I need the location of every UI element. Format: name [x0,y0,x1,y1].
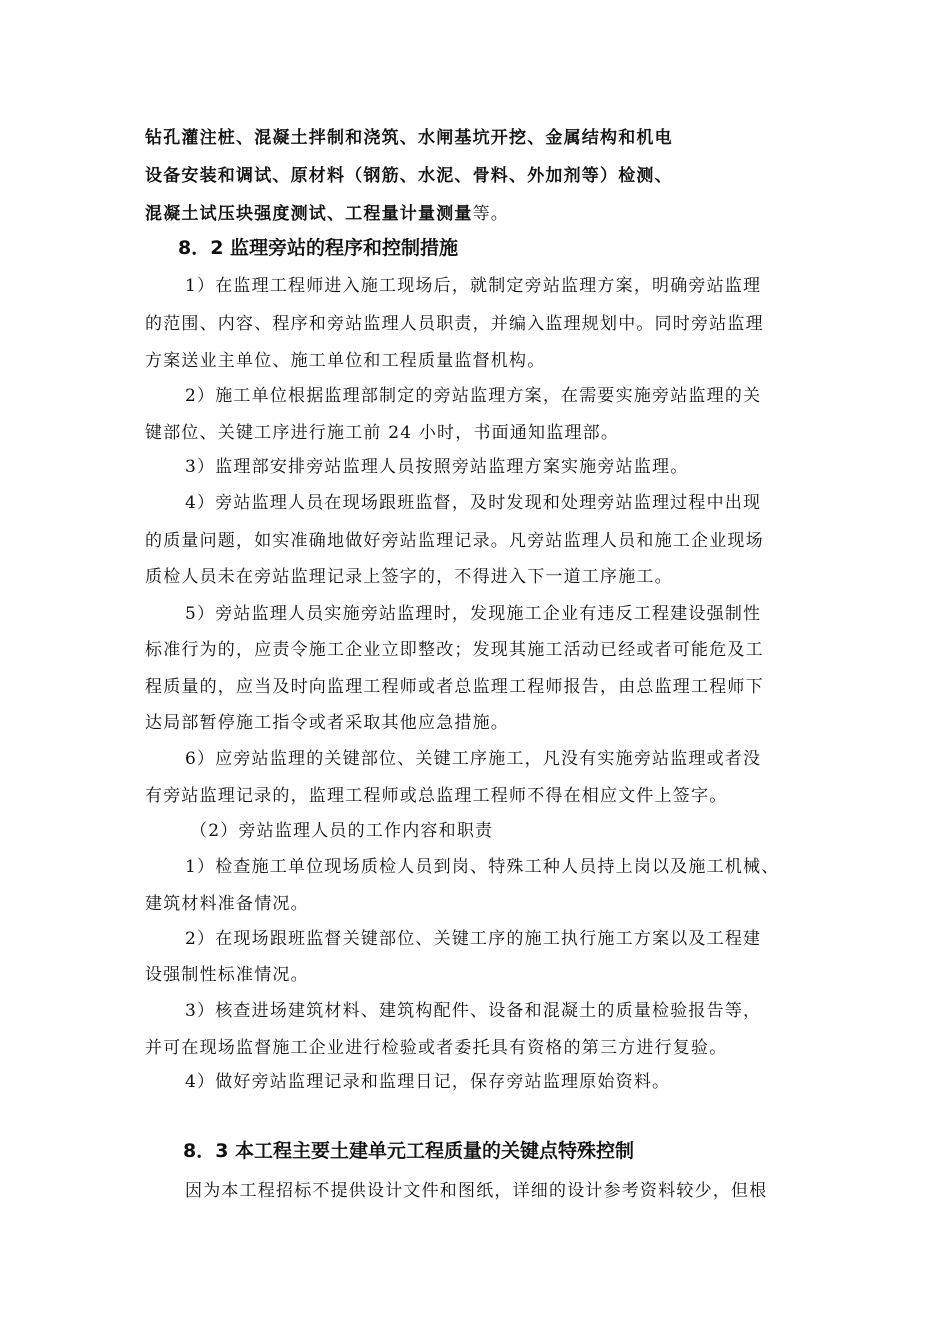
para-line: 方案送业主单位、施工单位和工程质量监督机构。 [145,351,546,371]
duty-line: 建筑材料准备情况。 [145,894,309,914]
duty-line: 2）在现场跟班监督关键部位、关键工序的施工执行施工方案以及工程建 [185,929,762,949]
para-line: 的质量问题，如实准确地做好旁站监理记录。凡旁站监理人员和施工企业现场 [145,531,764,551]
para-line: 5）旁站监理人员实施旁站监理时，发现施工企业有违反工程建设强制性 [185,604,762,624]
para-line: 程质量的，应当及时向监理工程师或者总监理工程师报告，由总监理工程师下 [145,677,764,697]
section-8-2-title: 8．2 监理旁站的程序和控制措施 [178,237,459,259]
duty-line: 设强制性标准情况。 [145,965,309,985]
intro-line-3-tail: 等。 [472,204,510,224]
para-line: 达局部暂停施工指令或者采取其他应急措施。 [145,713,509,733]
para-line: 的范围、内容、程序和旁站监理人员职责，并编入监理规划中。同时旁站监理 [145,314,764,334]
para-line: 6）应旁站监理的关键部位、关键工序施工，凡没有实施旁站监理或者没 [185,749,762,769]
duty-line: 3）核查进场建筑材料、建筑构配件、设备和混凝土的质量检验报告等， [185,1001,762,1021]
intro-line-1: 钻孔灌注桩、混凝土拌制和浇筑、水闸基坑开挖、金属结构和机电 [145,128,673,148]
duty-line: 1）检查施工单位现场质检人员到岗、特殊工种人员持上岗以及施工机械、 [185,857,780,877]
para-line: 1）在监理工程师进入施工现场后，就制定旁站监理方案，明确旁站监理 [185,276,762,296]
intro-line-3-bold: 混凝土试压块强度测试、工程量计量测量 [145,204,473,224]
para-line: 质检人员未在旁站监理记录上签字的，不得进入下一道工序施工。 [145,567,673,587]
duty-line: 4）做好旁站监理记录和监理日记，保存旁站监理原始资料。 [185,1072,671,1092]
para-line: 因为本工程招标不提供设计文件和图纸，详细的设计参考资料较少，但根 [185,1181,768,1201]
para-line: 标准行为的，应责令施工企业立即整改；发现其施工活动已经或者可能危及工 [145,640,764,660]
duty-line: 并可在现场监督施工企业进行检验或者委托具有资格的第三方进行复验。 [145,1038,728,1058]
para-line: 有旁站监理记录的，监理工程师或总监理工程师不得在相应文件上签字。 [145,786,728,806]
para-line: 3）监理部安排旁站监理人员按照旁站监理方案实施旁站监理。 [185,457,689,477]
para-line: 2）施工单位根据监理部制定的旁站监理方案，在需要实施旁站监理的关 [185,386,762,406]
para-line: 键部位、关键工序进行施工前 24 小时，书面通知监理部。 [145,423,620,443]
para-line: 4）旁站监理人员在现场跟班监督，及时发现和处理旁站监理过程中出现 [185,493,762,513]
section-8-3-title: 8．3 本工程主要土建单元工程质量的关键点特殊控制 [183,1140,635,1162]
duties-subtitle: （2）旁站监理人员的工作内容和职责 [190,821,494,841]
intro-line-3 [145,203,825,225]
intro-line-2: 设备安装和调试、原材料（钢筋、水泥、骨料、外加剂等）检测、 [145,166,673,186]
